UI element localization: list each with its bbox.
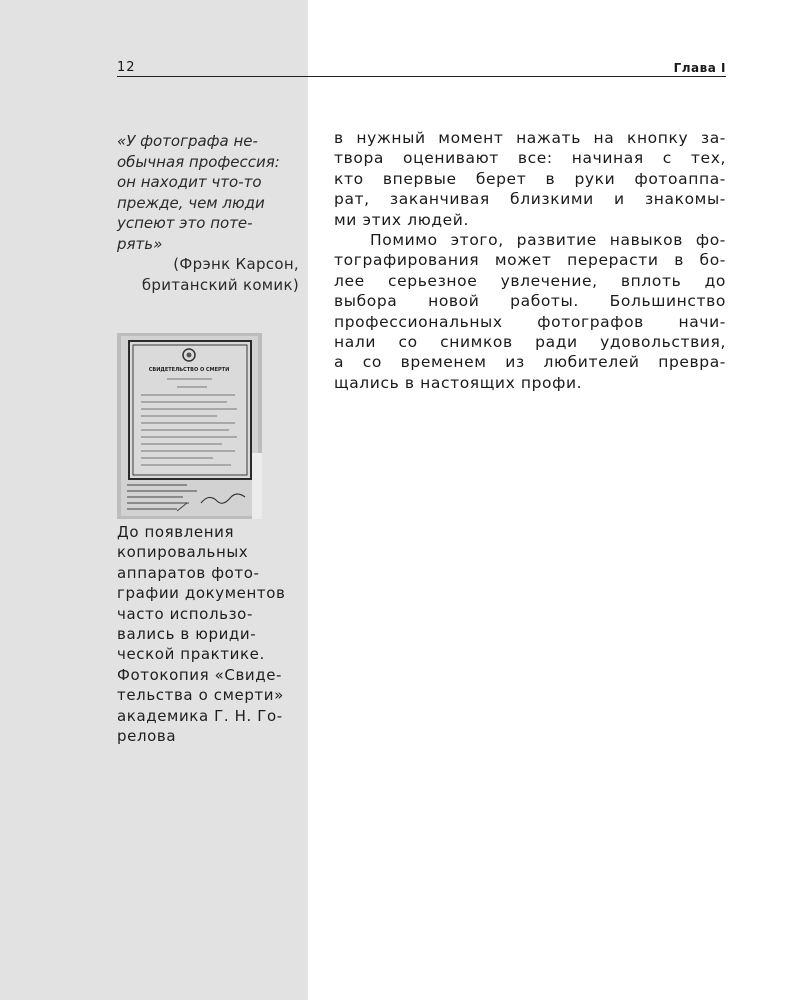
body-line: а со временем из любителей превра-: [334, 353, 726, 372]
paragraph-2: [334, 230, 726, 393]
body-line: щались в настоящих профи.: [334, 373, 583, 392]
body-line: твора оценивают все: начиная с тех,: [334, 149, 726, 168]
epigraph-quote-line: рять»: [117, 234, 163, 253]
photo-document-title: СВИДЕТЕЛЬСТВО О СМЕРТИ: [148, 367, 230, 373]
body-line: кто впервые берет в руки фотоаппа-: [334, 169, 726, 188]
epigraph-quote-line: обычная профессия:: [117, 152, 280, 171]
body-line: в нужный момент нажать на кнопку за-: [334, 129, 726, 147]
body-text: [334, 128, 726, 393]
epigraph-quote-line: он находит что-то: [117, 173, 262, 191]
body-line: лее серьезное увлечение, вплоть до: [334, 271, 726, 290]
caption-line: академика Г. Н. Го-: [117, 706, 283, 725]
caption-line: копировальных: [117, 543, 249, 562]
body-line: нали со снимков ради удовольствия,: [334, 333, 726, 352]
caption-line: вались в юриди-: [117, 625, 257, 644]
epigraph-quote-line: «У фотографа не-: [117, 132, 258, 150]
caption-line: релова: [117, 727, 177, 746]
epigraph-quote-line: прежде, чем люди: [117, 193, 265, 212]
epigraph: [117, 131, 299, 295]
page-number: 12: [117, 60, 136, 75]
death-certificate-photo: [117, 333, 262, 519]
caption-line: До появления: [117, 523, 235, 541]
caption-line: графии документов: [117, 584, 286, 603]
epigraph-quote-line: успеют это поте-: [117, 214, 253, 232]
epigraph-author-line: британский комик): [141, 275, 299, 294]
epigraph-author-line: (Фрэнк Карсон,: [173, 255, 299, 273]
body-line: выбора новой работы. Большинство: [334, 292, 726, 311]
paragraph-1: [334, 128, 726, 230]
caption-line: Фотокопия «Свиде-: [117, 665, 283, 684]
photo-caption: [117, 522, 302, 746]
body-line: рат, заканчивая близкими и знакомы-: [334, 190, 726, 209]
caption-line: аппаратов фото-: [117, 563, 260, 582]
body-line: Помимо этого, развитие навыков фо-: [370, 231, 726, 250]
document-photo: [117, 333, 262, 519]
body-line: тографирования может перерасти в бо-: [334, 251, 726, 270]
body-line: профессиональных фотографов начи-: [334, 312, 726, 331]
caption-line: тельства о смерти»: [117, 686, 284, 705]
running-header: [117, 58, 726, 77]
caption-line: часто использо-: [117, 604, 253, 623]
caption-line: ческой практике.: [117, 645, 265, 664]
chapter-title: Глава I: [673, 61, 726, 75]
epigraph-author: [117, 254, 299, 295]
body-line: ми этих людей.: [334, 210, 470, 229]
epigraph-quote: [117, 131, 299, 254]
